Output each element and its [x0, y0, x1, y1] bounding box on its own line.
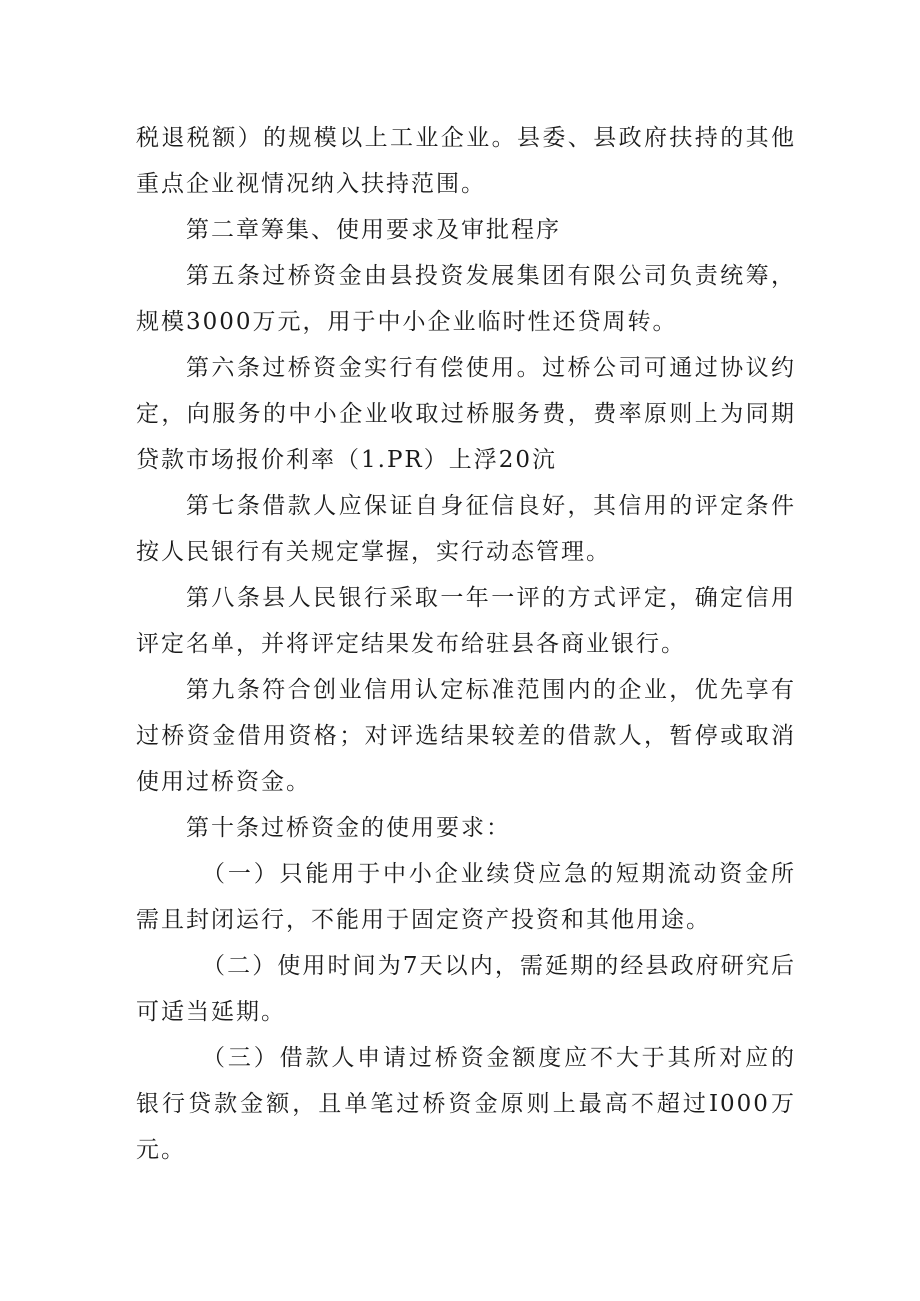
article-7: 第七条借款人应保证自身征信良好，其信用的评定条件按人民银行有关规定掌握，实行动态管理。 [136, 493, 796, 565]
item-3: （三）借款人申请过桥资金额度应不大于其所对应的银行贷款金额，且单笔过桥资金原则上最高不超过I000万元。 [136, 1045, 796, 1163]
chapter-heading: 第二章筹集、使用要求及审批程序 [186, 217, 561, 243]
paragraph-continuation: 税退税额）的规模以上工业企业。县委、县政府扶持的其他重点企业视情况纳入扶持范围。 [136, 125, 796, 197]
article-5: 第五条过桥资金由县投资发展集团有限公司负责统筹，规模3000万元，用于中小企业临时性还贷周转。 [136, 263, 796, 335]
article-9: 第九条符合创业信用认定标准范围内的企业，优先享有过桥资金借用资格；对评选结果较差的借款人，暂停或取消使用过桥资金。 [136, 677, 796, 795]
item-2: （二）使用时间为7天以内，需延期的经县政府研究后可适当延期。 [136, 953, 796, 1025]
document-body [136, 115, 796, 1173]
item-1: （一）只能用于中小企业续贷应急的短期流动资金所需且封闭运行，不能用于固定资产投资和其他用途。 [136, 861, 796, 933]
article-8: 第八条县人民银行采取一年一评的方式评定，确定信用评定名单，并将评定结果发布给驻县各商业银行。 [136, 585, 796, 657]
article-6: 第六条过桥资金实行有偿使用。过桥公司可通过协议约定，向服务的中小企业收取过桥服务费，费率原则上为同期贷款市场报价利率（1.PR）上浮20沆 [136, 355, 796, 473]
article-10: 第十条过桥资金的使用要求： [186, 815, 511, 841]
